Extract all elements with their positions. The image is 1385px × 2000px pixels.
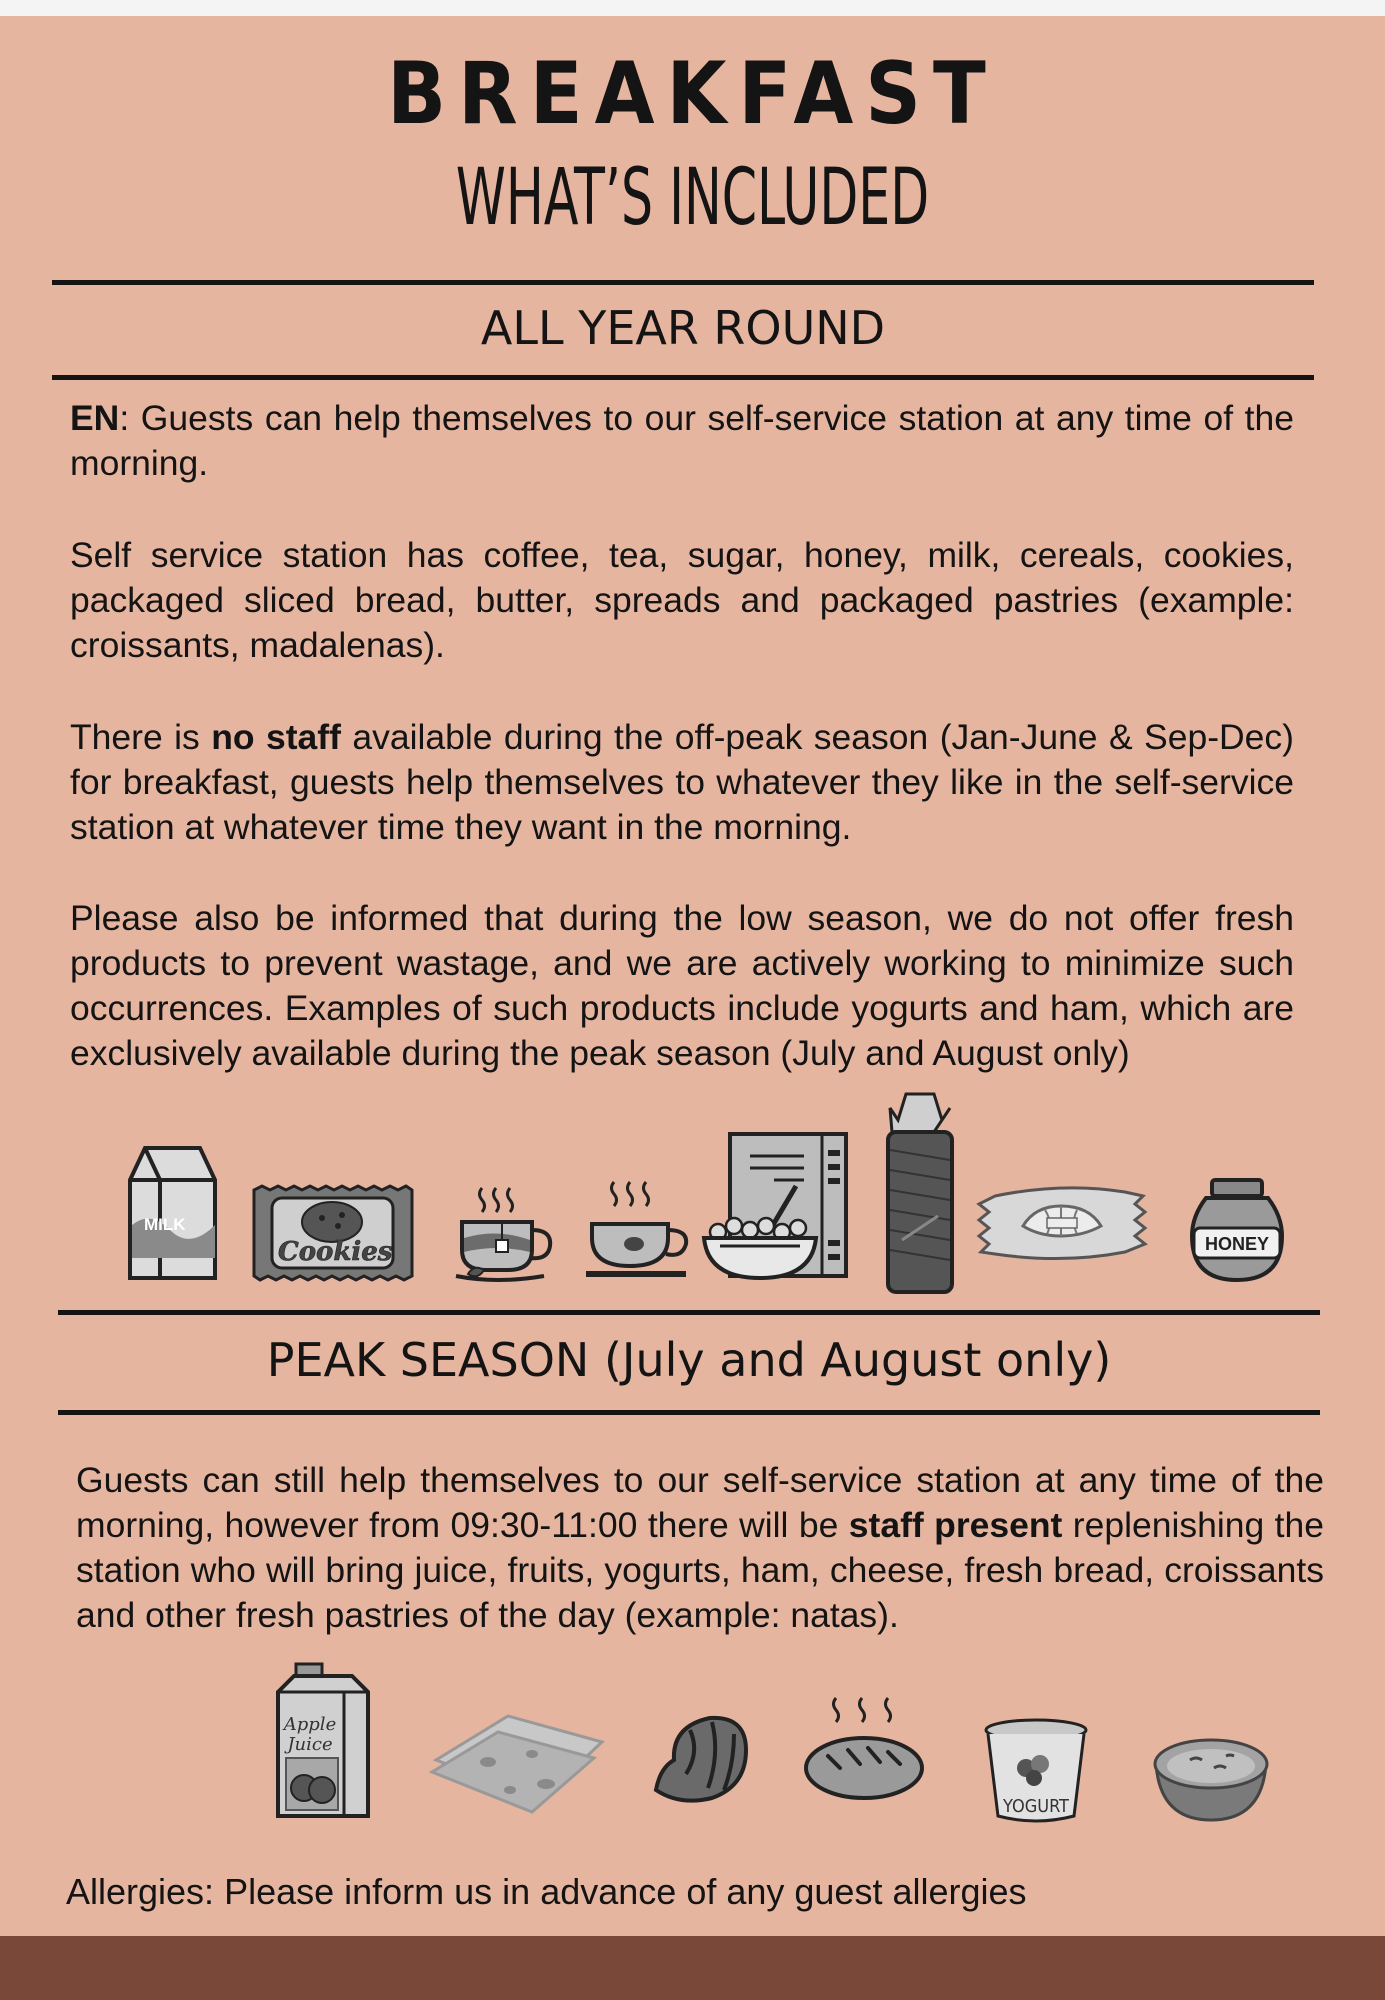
paragraph-self-service: EN: Guests can help themselves to our self-service station at any time of the morning. (70, 398, 1294, 483)
sliced-bread-icon (880, 1090, 960, 1295)
apple-juice-icon (272, 1660, 374, 1820)
yogurt-icon (982, 1716, 1090, 1826)
honey-label: HONEY (1204, 1234, 1270, 1254)
cookies-label: Cookies (278, 1237, 393, 1267)
divider (58, 1310, 1320, 1315)
paragraph-low-season: Please also be informed that during the low season, we do not offer fresh products to prevent wastage, and we are actively working to minimize such occurrences. Examples of such products include yogurts and ham, which are exclusively available during the peak season (July and August only) (70, 898, 1294, 1073)
paragraph-no-staff: There is no staff available during the off-peak season (Jan-June & Sep-Dec) for breakfast, guests help themselves to whatever they like in the self-service station at whatever time they want in the morning. (70, 717, 1294, 847)
custard-tart-icon (1150, 1730, 1272, 1826)
yogurt-label: YOGURT (1003, 1796, 1069, 1817)
no-staff-emphasis: no staff (211, 717, 341, 757)
honey-jar-icon (1188, 1176, 1286, 1286)
footer-bar (0, 1936, 1385, 2000)
paragraph-station-items: Self service station has coffee, tea, sugar, honey, milk, cereals, cookies, packaged sliced bread, butter, spreads and packaged pastries (example: croissants, madalenas). (70, 535, 1294, 665)
allergies-notice: Allergies: Please inform us in advance of any guest allergies (66, 1871, 1027, 1912)
staff-present-emphasis: staff present (848, 1505, 1063, 1545)
section-heading-peak-season: PEAK SEASON (July and August only) (266, 1333, 1112, 1387)
language-tag: EN (70, 398, 120, 438)
croissant-icon (650, 1708, 752, 1808)
milk-carton-icon (120, 1140, 225, 1285)
paragraph-peak-season: Guests can still help themselves to our self-service station at any time of the morning, however from 09:30-11:00 there will be staff present replenishing the station who will bring juice, fruits, yogurts, ham, cheese, fresh bread, croissants and other fresh pastries of the day (example: natas). (76, 1460, 1324, 1635)
packaged-croissant-icon (975, 1182, 1150, 1270)
milk-label: MILK (144, 1215, 186, 1234)
cereal-bowl-icon (700, 1130, 852, 1284)
cookies-pack-icon (250, 1182, 415, 1284)
top-margin (0, 0, 1385, 16)
tea-cup-icon (452, 1182, 557, 1284)
divider (58, 1410, 1320, 1415)
page-subtitle: WHAT’S INCLUDED (455, 153, 930, 243)
cheese-slices-icon (428, 1706, 610, 1816)
juice-label-juice: Juice (287, 1734, 333, 1755)
coffee-cup-icon (582, 1178, 694, 1284)
section-heading-all-year: ALL YEAR ROUND (480, 301, 886, 355)
page-title: BREAKFAST (387, 44, 998, 144)
divider (52, 280, 1314, 285)
juice-label-apple: Apple (283, 1714, 337, 1735)
fresh-bread-icon (800, 1694, 928, 1804)
divider (52, 375, 1314, 380)
